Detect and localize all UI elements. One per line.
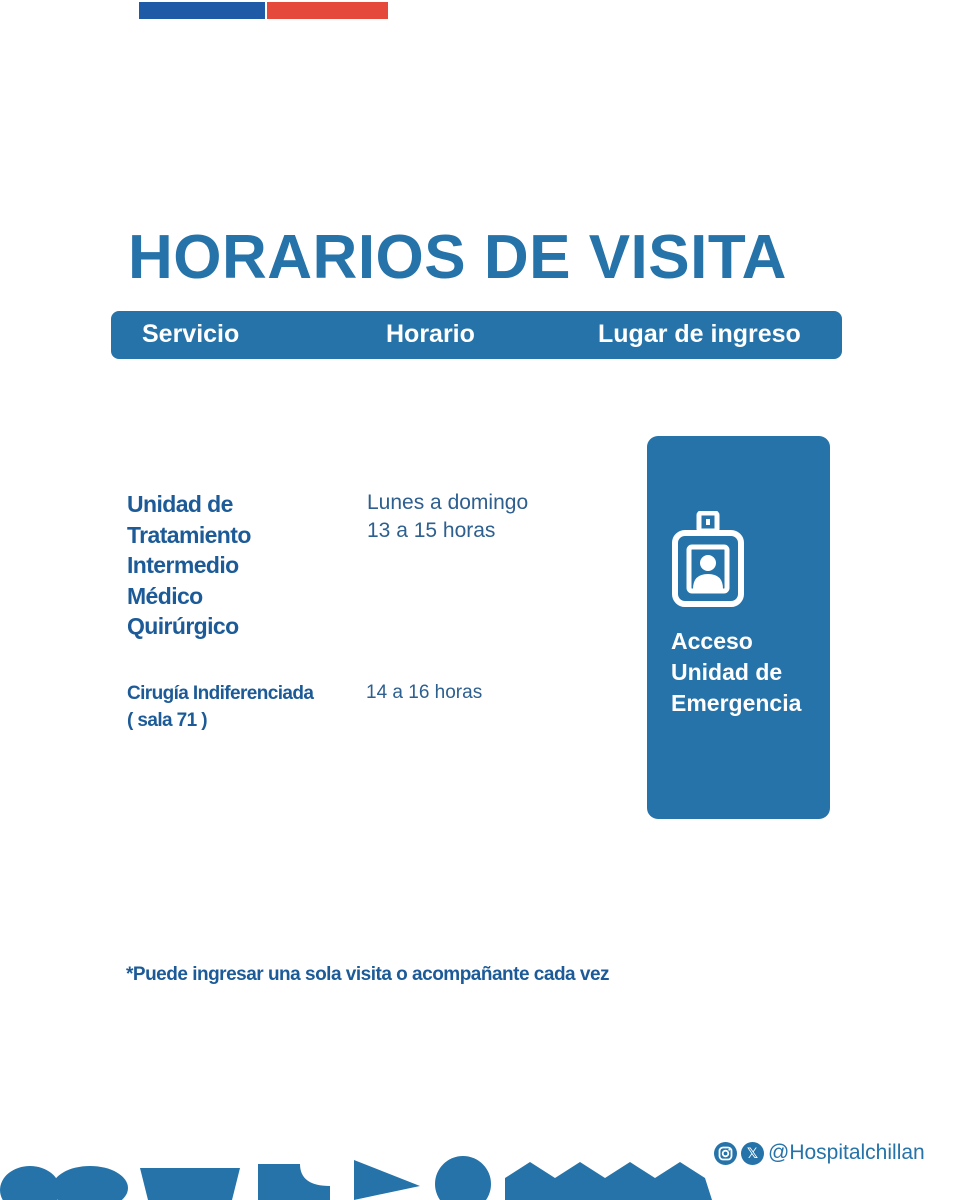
social-handle-text[interactable]: @Hospitalchillan: [768, 1141, 925, 1164]
schedule: [367, 489, 528, 545]
service-name: [127, 680, 367, 734]
access-line: Unidad de: [671, 659, 783, 685]
flag-stripe-red: [267, 2, 388, 19]
x-icon[interactable]: 𝕏: [741, 1142, 764, 1165]
service-line: Unidad de: [127, 491, 233, 517]
header-horario: Horario: [386, 320, 475, 348]
header-servicio: Servicio: [142, 320, 240, 348]
decorative-pattern: [0, 1156, 720, 1200]
page-title: HORARIOS DE VISITA: [128, 223, 787, 292]
flag-stripe-blue: [139, 2, 265, 19]
service-line: Cirugía Indiferenciada: [127, 683, 314, 704]
service-name: [127, 489, 342, 642]
id-badge-icon: [671, 511, 745, 607]
service-line: Intermedio: [127, 552, 239, 578]
schedule-line: 14 a 16 horas: [366, 682, 483, 703]
header-lugar: Lugar de ingreso: [598, 320, 801, 348]
footnote: *Puede ingresar una sola visita o acompañante cada vez: [126, 964, 610, 985]
schedule-line: Lunes a domingo: [367, 491, 529, 514]
service-line: Médico: [127, 582, 203, 609]
table-header: [111, 311, 842, 359]
access-line: Emergencia: [671, 690, 802, 716]
service-line: Tratamiento: [127, 521, 251, 548]
schedule: [366, 679, 482, 707]
access-card: [647, 436, 830, 819]
access-label: [671, 626, 801, 719]
access-line: Acceso: [671, 628, 753, 654]
service-line: ( sala 71 ): [127, 710, 208, 731]
schedule-line: 13 a 15 horas: [367, 519, 496, 542]
service-line: Quirúrgico: [127, 613, 239, 639]
